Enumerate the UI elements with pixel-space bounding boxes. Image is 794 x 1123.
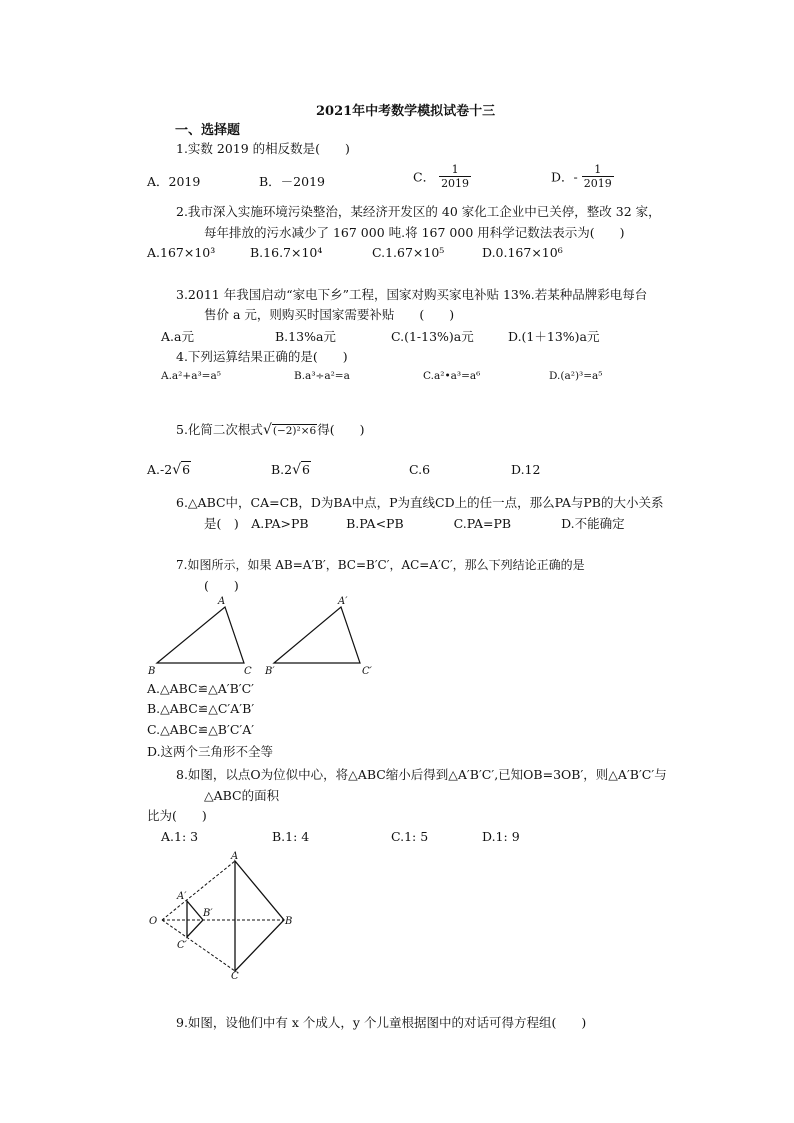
- q7-figure: [140, 592, 380, 680]
- q3-option-b: B.13%a元: [275, 329, 336, 344]
- label-c: C: [231, 971, 239, 980]
- q3-line2: 售价 a 元，则购买时国家需要补贴 ( ): [204, 307, 455, 322]
- section-heading: 一、选择题: [175, 123, 241, 138]
- q1-c-den: 2019: [441, 177, 470, 190]
- q5-option-b: [271, 462, 311, 478]
- q8-option-b: B.1: 4: [272, 829, 310, 844]
- q2-option-a: A.167×10³: [147, 245, 216, 260]
- q5-b-prefix: B.2: [271, 462, 293, 477]
- triangle-abc: [157, 607, 244, 663]
- q1-d-num: 1: [582, 163, 614, 177]
- page-title: 2021年中考数学模拟试卷十三: [316, 104, 496, 119]
- label-b: B: [285, 916, 293, 927]
- q1-option-d: [551, 163, 614, 190]
- q4-option-c: C.a²•a³=a⁶: [423, 370, 481, 382]
- q9-stem: 9.如图，设他们中有 x 个成人，y 个儿童根据图中的对话可得方程组( ): [176, 1015, 587, 1030]
- q4-option-d: D.(a²)³=a⁵: [549, 370, 603, 382]
- q2-line1: 2.我市深入实施环境污染整治，某经济开发区的 40 家化工企业中已关停，整改 32 家，: [176, 204, 661, 219]
- ray-oc: [162, 920, 235, 971]
- label-b-prime: B′: [203, 908, 213, 919]
- q8-figure: [142, 850, 297, 980]
- q1-c-prefix: C．: [413, 169, 436, 185]
- q5-stem-suffix: 得( ): [317, 422, 365, 437]
- q1-c-fraction: [439, 163, 471, 190]
- q5-a-radicand: 6: [182, 462, 191, 477]
- radical-sign-icon: √: [292, 462, 302, 478]
- q7-stem: 7.如图所示，如果 AB=A′B′，BC=B′C′，AC=A′C′，那么下列结论正确的是: [176, 558, 585, 572]
- q1-d-fraction: [582, 163, 614, 190]
- q7-option-b: B.△ABC≌△C′A′B′: [147, 701, 255, 716]
- q3-line1: 3.2011 年我国启动“家电下乡”工程，国家对购买家电补贴 13%.若某种品牌彩电每台: [176, 287, 648, 302]
- radical-sign-icon: √: [262, 422, 272, 438]
- q8-line3: 比为( ): [147, 808, 207, 823]
- label-c-prime: C′: [362, 666, 372, 677]
- q3-option-d: D.(1＋13%)a元: [508, 329, 600, 344]
- q8-line2: △ABC的面积: [204, 788, 280, 803]
- q1-stem: 1.实数 2019 的相反数是( ): [176, 141, 350, 156]
- q1-option-b: B．－2019: [259, 174, 325, 189]
- q8-option-c: C.1: 5: [391, 829, 429, 844]
- q5-radicand: (−2)²×6: [272, 425, 317, 437]
- q1-d-prefix: D．-: [551, 169, 578, 185]
- q7-option-c: C.△ABC≌△B′C′A′: [147, 722, 255, 737]
- q4-option-b: B.a³÷a²=a: [294, 370, 350, 382]
- q6-line1: 6.△ABC中，CA=CB，D为BA中点，P为直线CD上的任一点，那么PA与PB的大小关系: [176, 495, 664, 510]
- q1-d-den: 2019: [583, 177, 612, 190]
- triangle-abc: [235, 861, 284, 971]
- triangle-a2b2c2: [274, 607, 360, 663]
- q1-option-c: [413, 163, 471, 190]
- q2-line2: 每年排放的污水减少了 167 000 吨.将 167 000 用科学记数法表示为( ): [204, 225, 625, 240]
- label-b: B: [148, 666, 156, 677]
- ray-oa: [162, 861, 235, 920]
- q5-stem-prefix: 5.化简二次根式: [176, 422, 263, 437]
- q7-option-d: D.这两个三角形不全等: [147, 744, 274, 759]
- q2-option-c: C.1.67×10⁵: [372, 245, 445, 260]
- label-o: O: [149, 916, 158, 927]
- q1-option-a: A．2019: [147, 174, 201, 189]
- q2-option-b: B.16.7×10⁴: [250, 245, 323, 260]
- q5-stem: [176, 420, 364, 438]
- label-a: A: [218, 596, 226, 607]
- q7-paren: ( ): [204, 578, 239, 593]
- q8-line1: 8.如图，以点O为位似中心，将△ABC缩小后得到△A′B′C′,已知OB=3OB′，则△A′B′C′与: [176, 767, 667, 782]
- q3-option-a: A.a元: [161, 329, 194, 344]
- q5-a-prefix: A.-2: [147, 462, 173, 477]
- label-c-prime: C′: [177, 940, 187, 951]
- q4-stem: 4.下列运算结果正确的是( ): [176, 349, 348, 364]
- label-c: C: [244, 666, 252, 677]
- q7-option-a: A.△ABC≌△A′B′C′: [147, 681, 255, 696]
- q3-option-c: C.(1-13%)a元: [391, 329, 474, 344]
- q5-option-a: [147, 462, 191, 478]
- label-a-prime: A′: [177, 891, 187, 902]
- q5-option-c: C.6: [409, 462, 431, 477]
- label-a-prime: A′: [338, 596, 348, 607]
- q5-option-d: D.12: [511, 462, 541, 477]
- label-b-prime: B′: [265, 666, 275, 677]
- triangle-a2b2c2: [187, 901, 203, 937]
- q8-option-a: A.1: 3: [161, 829, 199, 844]
- q5-b-radicand: 6: [302, 462, 310, 477]
- q2-option-d: D.0.167×10⁶: [482, 245, 563, 260]
- radical-sign-icon: √: [172, 462, 182, 478]
- q1-c-num: 1: [439, 163, 471, 177]
- label-a: A: [231, 851, 239, 862]
- q8-option-d: D.1: 9: [482, 829, 520, 844]
- q4-option-a: A.a²+a³=a⁵: [161, 370, 221, 382]
- q6-line2: 是( ) A.PA>PB B.PA<PB C.PA=PB D.不能确定: [204, 516, 625, 531]
